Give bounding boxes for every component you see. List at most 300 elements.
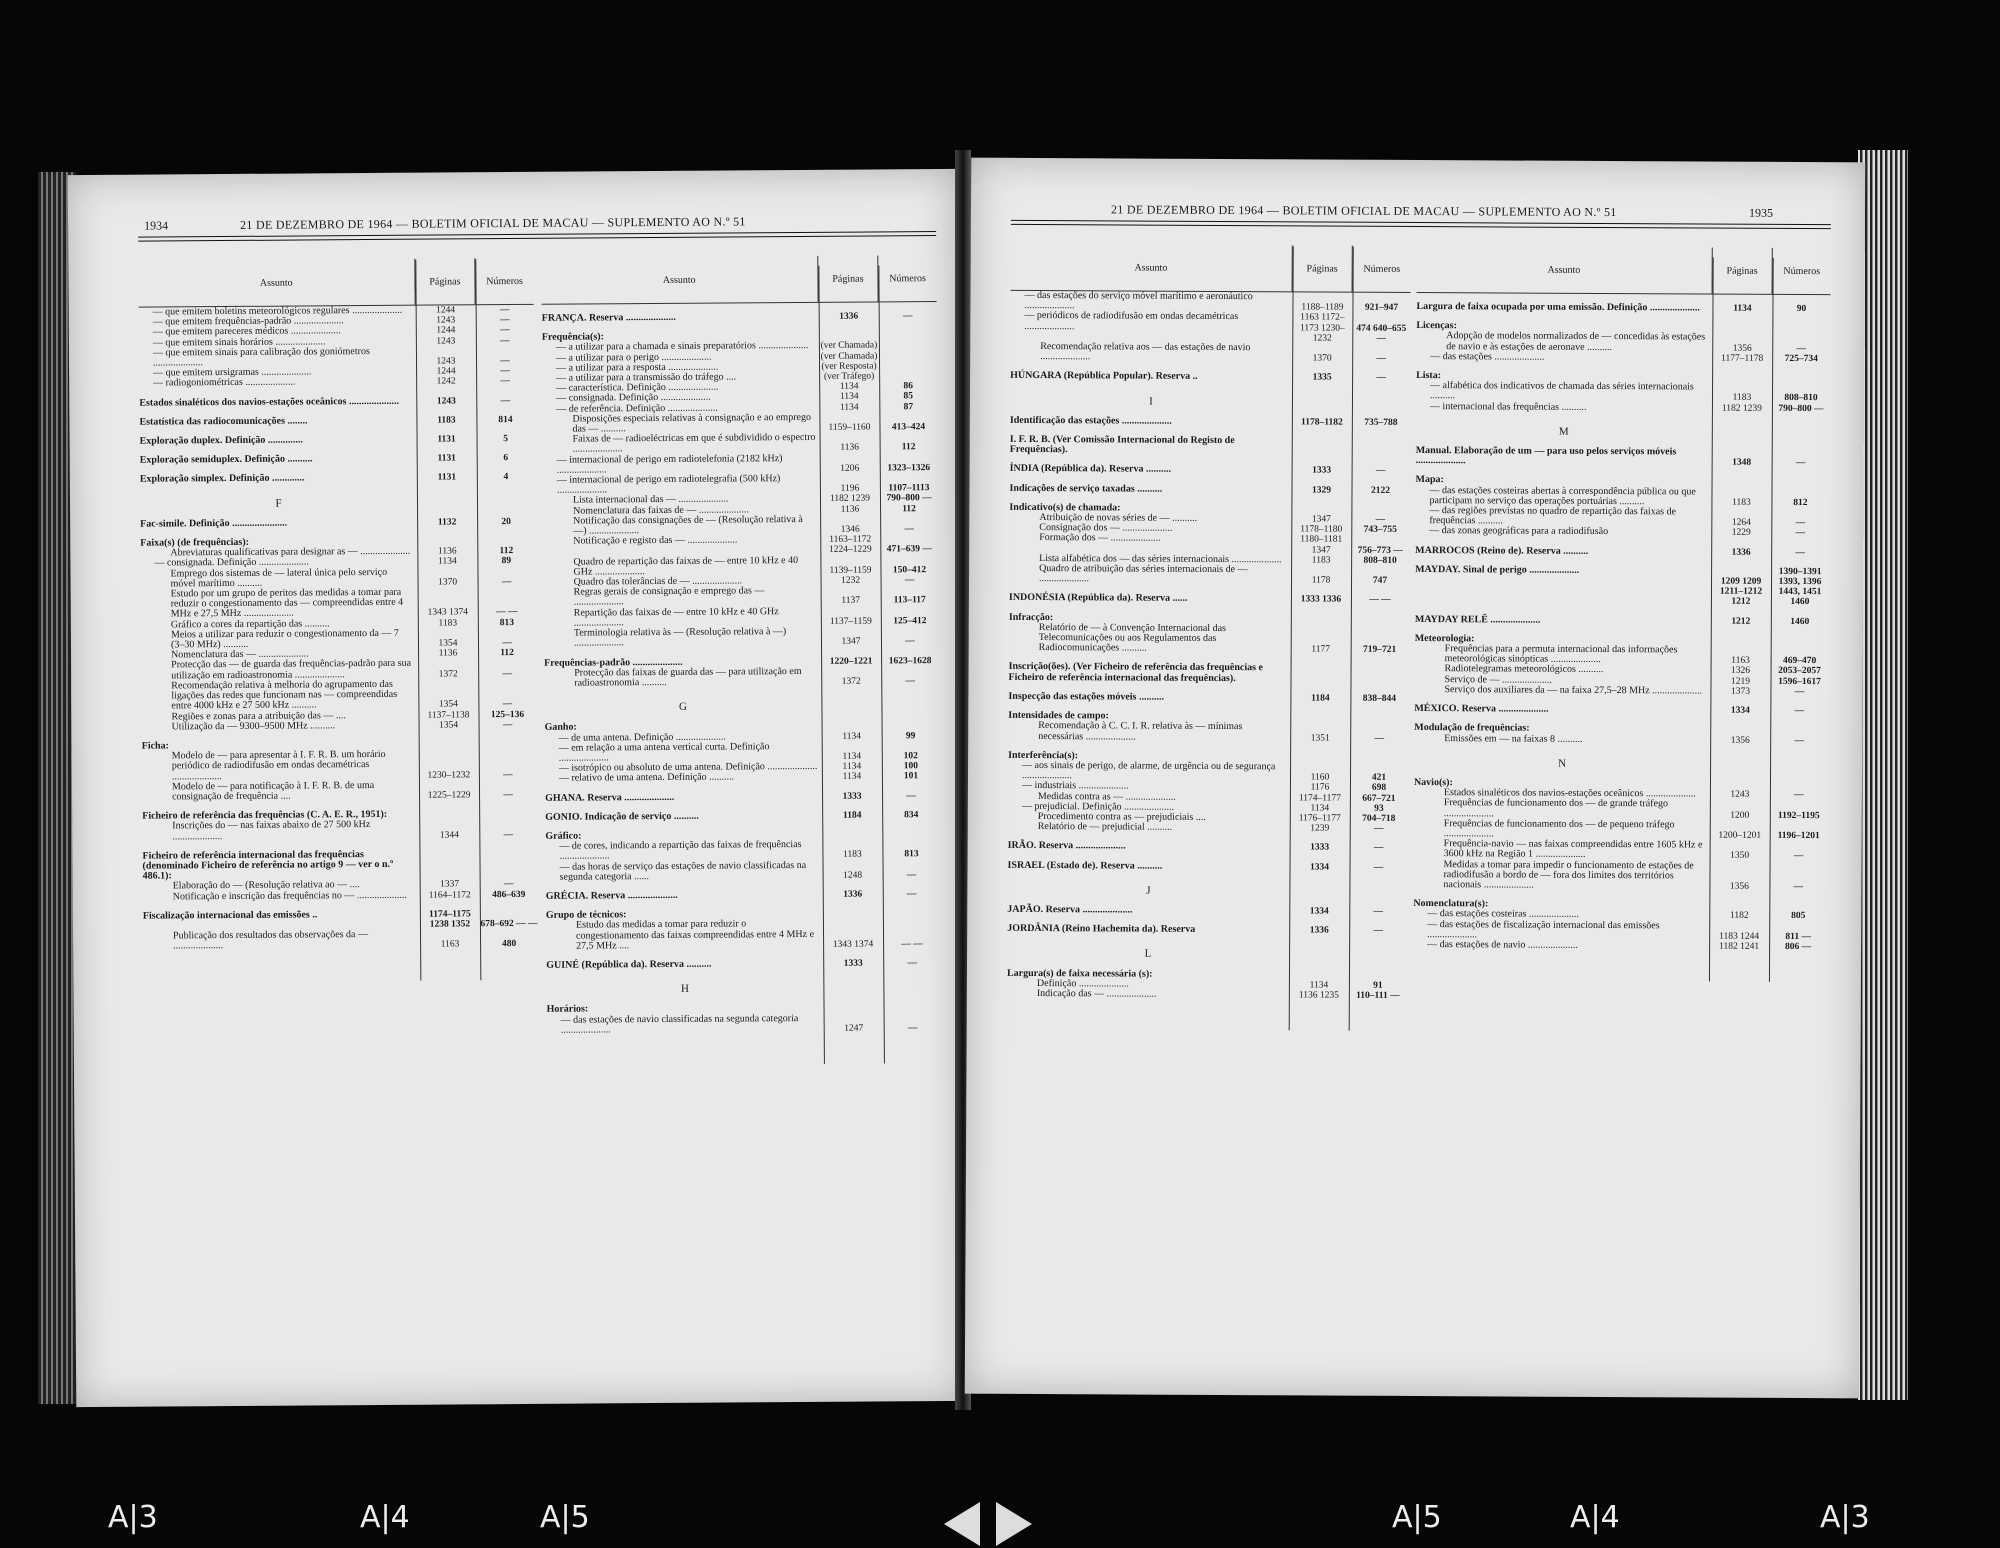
- entry-pages: 1347: [1311, 514, 1331, 525]
- entry-numbers: 1107–1113: [888, 483, 930, 494]
- entry-pages: 1182: [1729, 910, 1749, 922]
- entry-subject: Disposições especiais relativas à consignação e ao emprego das — ..........: [572, 411, 811, 435]
- entry-subject: — que emitem frequências-padrão ....................: [152, 315, 344, 328]
- entry-subject: Exploração simplex. Definição .............: [139, 472, 305, 486]
- header-assunto: Assunto: [541, 256, 818, 304]
- entry-numbers: 725–734: [1784, 353, 1818, 364]
- entry-numbers: —: [503, 769, 513, 780]
- entry-numbers: —: [500, 325, 510, 336]
- index-entry: [143, 889, 538, 902]
- index-entry: [1415, 615, 1829, 627]
- entry-subject: Exploração duplex. Definição ..............: [139, 434, 303, 447]
- entry-numbers: —: [1373, 925, 1383, 936]
- entry-pages: 1239: [1310, 823, 1330, 834]
- entry-numbers: 91: [1373, 980, 1383, 991]
- entry-numbers: —: [500, 335, 510, 346]
- left-page: [68, 169, 965, 1407]
- entry-subject: — das estações do serviço móvel marítimo e aeronáutico ....................: [1024, 289, 1253, 312]
- entry-numbers: —: [1795, 458, 1806, 469]
- header-numeros: Números: [889, 272, 926, 284]
- index-entry: [141, 658, 536, 681]
- index-entry: [545, 741, 940, 764]
- entry-subject: — aos sinais de perigo, de alarme, de urgência ou de segurança ....................: [1021, 759, 1276, 782]
- index-entry: [141, 628, 536, 651]
- index-entry: [140, 453, 535, 466]
- entry-pages: 1134: [1309, 980, 1329, 991]
- entry-numbers: —: [502, 668, 512, 679]
- entry-subject: Infracção:: [1008, 611, 1054, 623]
- entry-numbers: 698: [1371, 783, 1387, 794]
- index-entry: [1010, 416, 1410, 428]
- entry-subject: IRÃO. Reserva ....................: [1007, 840, 1126, 852]
- entry-subject: Regiões e zonas para a atribuição das — ....: [171, 709, 346, 722]
- entry-subject: Intensidades de campo:: [1008, 709, 1109, 722]
- entry-numbers: 838–844: [1362, 693, 1397, 704]
- entry-subject: — consignada. Definição ....................: [556, 392, 711, 405]
- entry-numbers: —: [906, 869, 917, 881]
- entry-pages: 1184: [1311, 693, 1330, 704]
- entry-pages: 1164–1172: [428, 889, 471, 901]
- entry-subject: Quadro de repartição das faixas de — entre 10 kHz e 40 GHz ....................: [573, 554, 799, 578]
- entry-subject: — das estações costeiras abertas à correspondência pública ou que participam no serviço das operações portuárias ..........: [1429, 484, 1696, 508]
- entry-subject: Definição ....................: [1036, 977, 1129, 990]
- entry-subject: Atribuição de novas séries de — ..........: [1039, 512, 1198, 524]
- entry-numbers: 735–788: [1364, 417, 1398, 428]
- entry-subject: — de referência. Definição ....................: [556, 402, 718, 415]
- entry-pages: 1372: [438, 669, 458, 680]
- index-entry: [543, 432, 938, 455]
- entry-subject: Largura(s) de faixa necessária (s):: [1006, 967, 1153, 980]
- entry-numbers: —: [1794, 706, 1805, 717]
- entry-numbers: 100: [903, 761, 919, 772]
- entry-numbers: —: [907, 958, 918, 969]
- entry-pages: 1163: [1731, 655, 1750, 667]
- entry-subject: Notificação e registo das — ....................: [573, 534, 738, 547]
- index-entry: [1007, 905, 1407, 917]
- entry-subject: Ficheiro de referência das frequências (C. A. E. R., 1951):: [142, 809, 388, 822]
- entry-subject: Fiscalização internacional das emissões ..: [142, 909, 318, 922]
- entry-pages: 1337: [440, 879, 460, 890]
- entry-pages: (ver Chamada): [820, 340, 878, 352]
- entry-pages: 1348: [1732, 457, 1752, 468]
- entry-subject: Elaboração do — (Resolução relativa ao — ....: [172, 879, 360, 892]
- index-entry: [1416, 402, 1830, 414]
- entry-numbers: 112: [901, 442, 916, 453]
- entry-numbers: 805: [1791, 911, 1806, 922]
- entry-list: [1007, 291, 1411, 1001]
- entry-subject: Faixa(s) (de frequências):: [140, 536, 250, 549]
- entry-pages: 1229: [1731, 528, 1751, 539]
- entry-subject: — das estações de navio ....................: [1427, 939, 1578, 951]
- entry-numbers: —: [1373, 906, 1384, 917]
- letter-heading: L: [1144, 947, 1152, 960]
- entry-pages: 1336: [839, 311, 859, 322]
- entry-numbers: 921–947: [1364, 302, 1399, 314]
- entry-subject: Quadro das tolerâncias de — ....................: [573, 575, 743, 588]
- entry-pages: 1243: [436, 356, 456, 367]
- entry-pages: 1225–1229: [427, 790, 471, 801]
- entry-subject: Protecção das — de guarda das frequências-padrão para sua utilização em radioastronomia ....................: [171, 658, 412, 682]
- index-entry: [139, 395, 534, 408]
- entry-subject: HÚNGARA (República Popular). Reserva ..: [1010, 370, 1198, 383]
- entry-subject: — que emitem ursigramas ....................: [153, 366, 312, 379]
- entry-numbers: 813: [499, 617, 515, 628]
- entry-subject: Fac-simile. Definição ......................: [140, 517, 288, 530]
- entry-subject: — que emitem boletins meteorológicos regulares ....................: [152, 304, 403, 318]
- entry-numbers: —: [503, 789, 513, 801]
- index-entry: [1415, 526, 1829, 538]
- entry-subject: — das estações ....................: [1430, 350, 1545, 363]
- entry-pages: 1333: [842, 791, 862, 802]
- entry-subject: — que emitem sinais para calibração dos goniómetros ....................: [152, 345, 370, 369]
- entry-subject: — a utilizar para a chamada e sinais preparatórios ....................: [555, 340, 809, 354]
- entry-numbers: 89: [501, 556, 512, 567]
- index-entry: [544, 585, 939, 608]
- film-mark: A|3: [1820, 1500, 1870, 1535]
- index-entry: [1010, 435, 1410, 458]
- entry-pages: 1209 1209 1211–1212 1212: [1719, 576, 1763, 608]
- header-assunto: Assunto: [1011, 244, 1293, 291]
- entry-numbers: 125–136: [490, 709, 525, 720]
- entry-subject: Ficheiro de referência internacional das frequências (denominado Ficheiro de referência no artigo 9 — ver o n.º 486.1):: [142, 848, 394, 882]
- entry-pages: 1243: [436, 315, 456, 326]
- entry-pages: 1136 1235: [1298, 990, 1339, 1001]
- header-assunto: Assunto: [1417, 246, 1713, 294]
- entry-pages: 1334: [1309, 906, 1329, 917]
- entry-pages: 1174–1175 1238 1352: [428, 909, 471, 930]
- entry-subject: Exploração semiduplex. Definição ..........: [139, 453, 313, 466]
- entry-subject: MARROCOS (Reino de). Reserva ..........: [1415, 544, 1589, 557]
- entry-pages: 1219: [1730, 676, 1751, 687]
- index-entry: [143, 929, 538, 952]
- entry-numbers: 747: [1372, 576, 1388, 587]
- index-entry: [1416, 302, 1830, 314]
- entry-subject: GRÉCIA. Reserva ....................: [545, 889, 678, 902]
- entry-pages: 1134: [842, 731, 862, 742]
- page-number: 1934: [144, 218, 169, 233]
- entry-subject: Relatório de — prejudicial ..........: [1037, 821, 1173, 833]
- entry-numbers: 125–412: [893, 616, 927, 627]
- entry-pages: 1134: [1310, 803, 1330, 814]
- index-entry: [1008, 841, 1408, 853]
- entry-subject: Meios a utilizar para reduzir o congestionamento da — 7 (3–30 MHz) ..........: [170, 627, 399, 651]
- entry-pages: 1196: [840, 483, 860, 494]
- entry-numbers: 87: [903, 401, 914, 412]
- entry-numbers: —: [1794, 735, 1804, 746]
- entry-subject: — internacional de perigo em radiotelefonia (2182 kHz) ....................: [556, 452, 783, 476]
- entry-subject: Quadro de atribuição das séries internacionais de — ....................: [1039, 563, 1248, 585]
- entry-pages: 1329: [1311, 485, 1332, 496]
- entry-subject: Nomenclatura das — ....................: [171, 648, 309, 661]
- entry-subject: — em relação a uma antena vertical curta. Definição ....................: [558, 740, 770, 764]
- entry-subject: Estudo das medidas a tomar para reduzir o congestionamento das faixas compreendidas entre 4 MHz e 27,5 MHz ....: [575, 918, 815, 952]
- entry-pages: 1220–1221: [829, 656, 873, 667]
- entry-pages: 1182 1239: [1721, 403, 1762, 414]
- entry-subject: Recomendação à C. C. I. R. relativa às — mínimas necessárias ....................: [1038, 720, 1243, 743]
- index-entry: [1008, 692, 1408, 704]
- entry-subject: Gráfico a cores da repartição das ..........: [170, 617, 330, 631]
- entry-pages: 1137: [841, 596, 861, 607]
- entry-pages: 1178: [1311, 575, 1331, 586]
- index-entry: [1009, 484, 1409, 496]
- page-number: 1935: [1748, 205, 1774, 220]
- entry-subject: Indicações de serviço taxadas ..........: [1009, 482, 1163, 495]
- entry-numbers: —: [1373, 843, 1384, 854]
- entry-subject: Nomenclatura(s):: [1413, 898, 1489, 910]
- entry-numbers: 112: [499, 546, 514, 557]
- entry-pages: 1176: [1310, 782, 1330, 793]
- entry-subject: Radiotelegramas meteorológicos ..........: [1444, 663, 1604, 676]
- entry-list: [1413, 302, 1830, 952]
- entry-subject: — que emitem pareceres médicos ....................: [152, 325, 341, 338]
- entry-numbers: 1460: [1790, 616, 1810, 627]
- entry-numbers: —: [499, 315, 510, 326]
- entry-pages: (ver Resposta): [821, 361, 877, 372]
- entry-subject: ÍNDIA (República da). Reserva ..........: [1009, 463, 1172, 476]
- entry-pages: 1159–1160: [828, 422, 871, 433]
- entry-subject: Repartição das faixas de — entre 10 kHz e 40 GHz ....................: [573, 605, 779, 629]
- entry-numbers: —: [1796, 343, 1807, 354]
- entry-numbers: —: [1376, 373, 1386, 384]
- entry-numbers: 1390–1391 1393, 1396 1443, 1451 1460: [1778, 566, 1822, 608]
- entry-numbers: 150–412: [892, 565, 927, 576]
- index-entry: [140, 472, 535, 485]
- entry-numbers: 1192–1195: [1777, 810, 1820, 821]
- entry-numbers: 1323–1326: [887, 462, 931, 474]
- entry-subject: Adopção de modelos normalizados de — concedidas às estações de navio e às estações de aeronave ..........: [1446, 330, 1706, 353]
- entry-pages: 1200: [1730, 810, 1750, 821]
- entry-pages: 1163: [440, 939, 460, 950]
- entry-pages: 1163 1172–1173 1230–1232: [1299, 312, 1345, 344]
- index-entry: [546, 918, 941, 951]
- entry-numbers: 110–111 —: [1356, 990, 1400, 1001]
- entry-pages: 1182 1239: [829, 493, 871, 505]
- entry-numbers: —: [1373, 862, 1384, 873]
- entry-pages: 1131: [437, 472, 457, 483]
- entry-pages: 1347: [841, 636, 861, 648]
- entry-subject: Serviço de — ....................: [1444, 673, 1553, 686]
- entry-numbers: —: [1374, 733, 1384, 744]
- entry-subject: Modelo de — para notificação à I. F. R. B. de uma consignação de frequência ....: [171, 779, 375, 803]
- entry-subject: Frequência(s):: [541, 331, 604, 344]
- entry-numbers: —: [904, 524, 914, 535]
- entry-subject: MAYDAY. Sinal de perigo ....................: [1415, 563, 1580, 576]
- index-entry: [1414, 685, 1828, 697]
- header-numeros: Números: [1363, 263, 1401, 275]
- entry-pages: 1134: [839, 392, 859, 403]
- index-entry: [543, 453, 938, 476]
- entry-numbers: 813: [904, 849, 919, 860]
- entry-pages: 1174–1177: [1298, 792, 1341, 804]
- entry-subject: Frequências de funcionamento dos — de grande tráfego ....................: [1443, 797, 1668, 819]
- entry-numbers: —: [503, 829, 514, 840]
- entry-subject: — das horas de serviço das estações de navio classificadas na segunda categoria ......: [559, 859, 807, 883]
- entry-pages: 1182 1241: [1719, 941, 1760, 952]
- entry-pages: 1176–1177: [1298, 813, 1341, 824]
- index-entry: [1414, 704, 1828, 716]
- entry-pages: (ver Chamada): [820, 351, 878, 362]
- book-edge-right: [1858, 150, 1908, 1400]
- entry-numbers: —: [502, 719, 513, 730]
- entry-subject: Frequências de funcionamento dos — de pequeno tráfego ....................: [1443, 817, 1675, 840]
- entry-subject: Manual. Elaboração de um — para uso pelos serviços móveis ....................: [1415, 445, 1677, 467]
- entry-subject: Lista:: [1416, 370, 1442, 382]
- entry-subject: JORDÂNIA (Reino Hachemita da). Reserva: [1007, 923, 1196, 935]
- entry-pages: 1356: [1730, 735, 1750, 746]
- entry-numbers: 85: [903, 391, 914, 402]
- entry-numbers: 743–755: [1363, 524, 1397, 536]
- index-entry: [1010, 371, 1410, 383]
- index-entry: [1007, 924, 1407, 936]
- entry-subject: Consignação dos — ....................: [1039, 522, 1173, 534]
- entry-pages: 1248: [843, 870, 863, 881]
- entry-pages: 1333: [843, 958, 863, 969]
- entry-numbers: 486–639: [492, 889, 526, 900]
- index-entry: [139, 415, 534, 428]
- letter-heading: H: [680, 982, 689, 996]
- index-entry: [544, 626, 939, 649]
- entry-subject: — de uma antena. Definição ....................: [558, 731, 726, 744]
- index-entry: [1009, 623, 1409, 656]
- entry-subject: Indicativo(s) de chamada:: [1009, 501, 1121, 514]
- entry-pages: 1354: [438, 699, 458, 710]
- entry-subject: Relatório de — à Convenção Internacional das Telecomunicações ou aos Regulamentos das Radiocomunicações ..........: [1038, 621, 1226, 654]
- entry-pages: 1333: [1312, 465, 1332, 476]
- entry-numbers: —: [1376, 354, 1386, 365]
- entry-numbers: —: [500, 366, 510, 377]
- entry-numbers: 413–424: [891, 422, 926, 433]
- entry-subject: Faixas de — radioeléctricas em que é subdividido o espectro ....................: [572, 432, 816, 456]
- entry-numbers: 719–721: [1363, 645, 1397, 656]
- entry-pages: 1183: [437, 415, 456, 426]
- entry-numbers: —: [499, 305, 510, 316]
- letter-heading: G: [678, 700, 687, 713]
- entry-subject: Indicação das — ....................: [1036, 987, 1157, 1000]
- entry-subject: Nomenclatura das faixas de — ....................: [573, 504, 749, 517]
- index-entry: [543, 555, 938, 578]
- index-entry: [542, 412, 937, 435]
- index-entry: [1008, 860, 1408, 872]
- index-entry: [545, 791, 940, 804]
- entry-subject: Notificação e inscrição das frequências no — ....................: [172, 889, 407, 902]
- entry-subject: Regras gerais de consignação e emprego das — ....................: [573, 585, 765, 609]
- index-entry: [142, 749, 537, 782]
- entry-subject: Largura de faixa ocupada por uma emissão. Definição ....................: [1416, 301, 1700, 314]
- entry-numbers: —: [905, 636, 915, 647]
- index-entry: [1010, 311, 1410, 344]
- entry-numbers: 834: [904, 809, 919, 821]
- entry-subject: Estatística das radiocomunicações ........: [139, 415, 308, 428]
- entry-pages: 1356: [1729, 881, 1749, 892]
- index-entry: [141, 679, 536, 712]
- entry-numbers: —: [1793, 881, 1804, 892]
- entry-subject: — alfabética dos indicativos de chamada das séries internacionais ..........: [1429, 380, 1694, 402]
- entry-subject: ISRAEL (Estado de). Reserva ..........: [1007, 859, 1163, 872]
- index-entry: [142, 720, 537, 733]
- entry-numbers: — —: [901, 938, 923, 950]
- entry-pages: 1372: [841, 676, 861, 687]
- entry-subject: — que emitem sinais horários ....................: [152, 335, 326, 349]
- index-entry: [139, 376, 534, 389]
- entry-subject: — das zonas geográficas para a radiodifusão: [1429, 525, 1609, 538]
- entry-subject: — das estações de fiscalização internacional das emissões ....................: [1427, 918, 1660, 941]
- index-entry: [545, 771, 940, 784]
- entry-subject: Ficha:: [141, 740, 169, 752]
- entry-subject: Identificação das estações ....................: [1009, 414, 1172, 427]
- entry-numbers: —: [906, 889, 917, 900]
- entry-pages: 1354: [439, 720, 459, 731]
- entry-numbers: 112: [500, 648, 514, 659]
- entry-subject: Frequência-navio — nas faixas compreendidas entre 1605 kHz e 3600 kHz na Região 1 ....................: [1443, 838, 1703, 861]
- header-paginas: Páginas: [818, 255, 879, 301]
- entry-numbers: —: [1375, 514, 1386, 525]
- entry-subject: Estudo por um grupo de peritos das medidas a tomar para reduzir o congestionamento das — compreendidas entre 4 MHz e 27,5 MHz ....................: [170, 586, 404, 620]
- entry-pages: 1346: [840, 524, 860, 535]
- index-column: [138, 258, 538, 952]
- entry-subject: — relativo de uma antena. Definição ..........: [558, 771, 735, 785]
- entry-pages: (ver Tráfego): [823, 371, 875, 382]
- entry-pages: 1136: [437, 546, 457, 557]
- entry-pages: 1336: [843, 889, 863, 900]
- running-head: 21 DE DEZEMBRO DE 1964 — BOLETIM OFICIAL DE MACAU — SUPLEMENTO AO N.º 51: [1110, 202, 1617, 220]
- entry-pages: 1335: [1312, 372, 1332, 383]
- entry-subject: Terminologia relativa às — (Resolução relativa à —) ....................: [573, 626, 787, 649]
- entry-pages: 1373: [1730, 686, 1750, 697]
- entry-subject: — de cores, indicando a repartição das faixas de frequências ....................: [559, 839, 802, 863]
- entry-pages: 1354: [438, 638, 458, 649]
- column-header: [138, 258, 533, 308]
- header-numeros: Números: [1783, 265, 1821, 277]
- running-head: 21 DE DEZEMBRO DE 1964 — BOLETIM OFICIAL DE MACAU — SUPLEMENTO AO N.º 51: [240, 214, 746, 232]
- entry-subject: — das estações costeiras ....................: [1427, 908, 1579, 921]
- index-entry: [1010, 342, 1410, 365]
- entry-numbers: 99: [905, 730, 916, 741]
- entry-list: [139, 305, 538, 952]
- entry-numbers: 471–639 —: [886, 544, 932, 555]
- entry-subject: — periódicos de radiodifusão em ondas decamétricas ....................: [1024, 310, 1239, 332]
- header-numeros: Números: [486, 275, 523, 287]
- entry-numbers: —: [1793, 851, 1804, 862]
- entry-subject: I. F. R. B. (Ver Comissão Internacional do Registo de Frequências).: [1009, 433, 1235, 456]
- entry-numbers: —: [1795, 528, 1806, 539]
- entry-subject: — internacional das frequências ..........: [1429, 400, 1587, 413]
- entry-subject: — industriais ....................: [1021, 780, 1129, 792]
- entry-numbers: —: [502, 638, 512, 649]
- index-entry: [1414, 733, 1828, 745]
- entry-numbers: — —: [496, 607, 518, 618]
- entry-pages: 1212: [1731, 616, 1751, 627]
- entry-pages: 1183 1244: [1719, 931, 1760, 942]
- index-entry: [142, 780, 537, 803]
- entry-pages: 1350: [1730, 850, 1750, 862]
- entry-numbers: —: [500, 376, 510, 387]
- entry-numbers: —: [1375, 466, 1386, 477]
- index-column: [1413, 246, 1831, 952]
- entry-numbers: 812: [1793, 497, 1808, 508]
- entry-subject: Gráfico:: [545, 830, 582, 842]
- index-entry: [1415, 546, 1829, 558]
- entry-numbers: 112: [902, 503, 916, 514]
- entry-pages: 1343 1374: [427, 607, 468, 619]
- entry-numbers: —: [1794, 686, 1805, 697]
- entry-pages: 1136: [840, 443, 859, 454]
- entry-pages: 1230–1232: [427, 769, 471, 781]
- entry-subject: Abreviaturas qualificativas para designar as — ....................: [170, 545, 411, 559]
- film-mark: A|4: [1570, 1500, 1620, 1535]
- entry-pages: 1200–1201: [1718, 830, 1762, 841]
- entry-numbers: 469–470: [1782, 656, 1817, 667]
- film-mark: A|5: [540, 1500, 590, 1535]
